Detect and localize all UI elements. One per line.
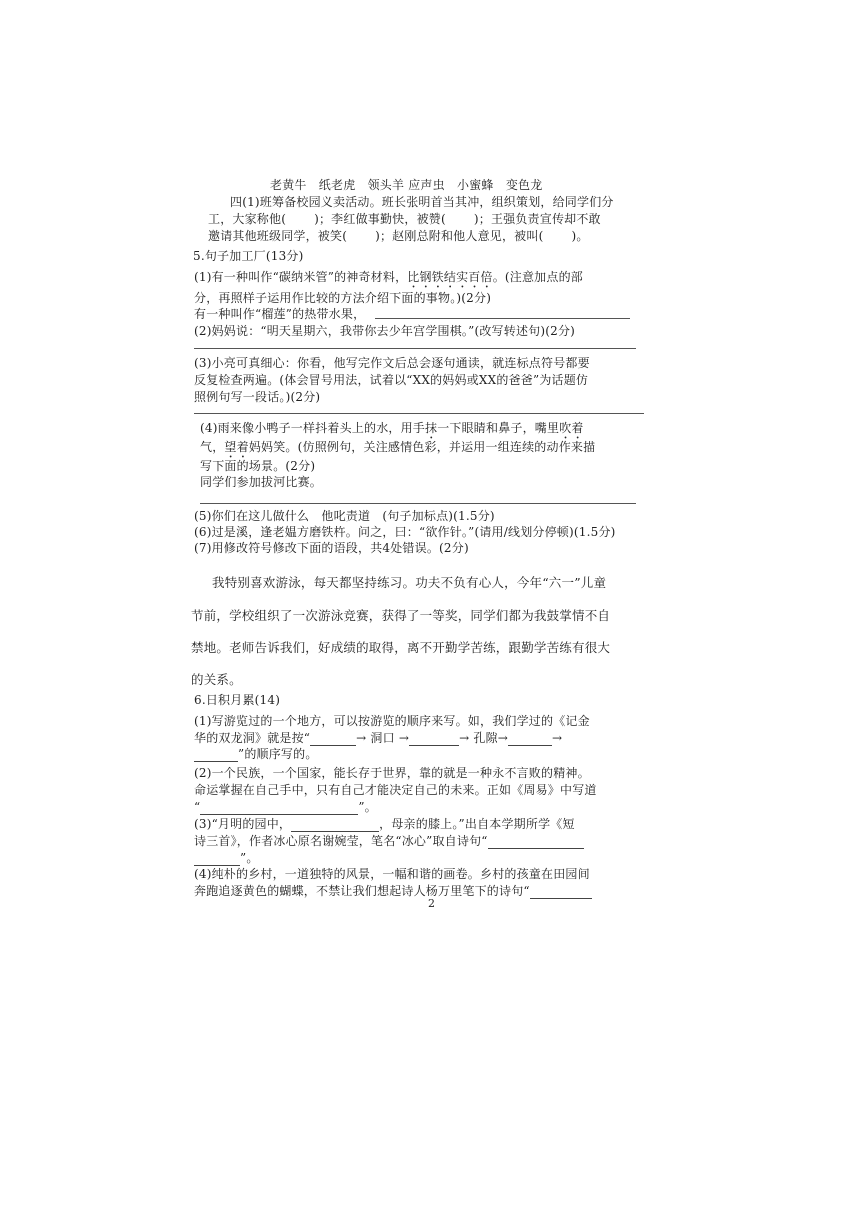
q5-text: 妈妈笑。(仿照例句，关注感情色彩，并运用一组连续的动作来描 (248, 440, 596, 454)
q6-text: 奔跑追逐黄色的蝴蝶，不禁让我们想起诗人杨万里笔下的诗句“ (194, 884, 530, 898)
q5-text: (4)雨来像小鸭子一样抖着头上的水，用手 (200, 421, 425, 435)
q6-text: ”的顺序写的。 (238, 747, 318, 761)
answer-blank[interactable] (310, 733, 356, 746)
q6-s2-line-1: (2)一个民族，一个国家，能长存于世界，靠的就是一种永不言败的精神。 (194, 766, 590, 780)
q4-text: )；王强负责宣传却不敢 (473, 212, 601, 226)
q5-s3-line-3: 照例句写一段话。)(2分) (194, 390, 321, 404)
correction-para-line-4: 的关系。 (191, 672, 242, 687)
answer-line[interactable] (194, 348, 636, 349)
answer-blank[interactable] (194, 749, 238, 762)
correction-para-line-2: 节前，学校组织了一次游泳竞赛，获得了一等奖，同学们都为我鼓掌情不自 (191, 608, 611, 623)
q6-s3-line-3 (194, 850, 259, 866)
q4-text: 工，大家称他( (208, 212, 287, 226)
q6-s2-line-3 (194, 799, 377, 815)
q6-text: “ (194, 800, 201, 814)
q6-s1-line-2 (194, 730, 562, 746)
answer-blank[interactable] (194, 853, 240, 866)
q5-text: 气， (200, 440, 225, 454)
q5-s3-line-2: 反复检查两遍。(体会冒号用法，试着以“XX的妈妈或XX的爸爸”为话题仿 (194, 373, 589, 387)
q5-s7: (7)用修改符号修改下面的语段，共4处错误。(2分) (194, 541, 469, 555)
q6-text: → (552, 731, 563, 745)
answer-blank[interactable] (488, 836, 584, 849)
q5-s1-line-1 (194, 269, 583, 291)
q5-text: 一 (437, 421, 450, 435)
q4-para-line-1: 四(1)班筹备校园义卖活动。班长张明首当其冲，组织策划，给同学们分 (230, 195, 614, 209)
answer-blank[interactable] (291, 819, 379, 832)
q6-text: → 孔隙→ (459, 731, 509, 745)
q6-text: ，母亲的膝上。”出自本学期所学《短 (379, 817, 575, 831)
answer-line[interactable] (194, 413, 644, 414)
q6-text: (3)“月明的园中， (194, 817, 292, 831)
q6-s3-line-2 (194, 833, 584, 849)
dotted-emphasis: 望着 (224, 440, 249, 454)
q4-para-line-2 (208, 211, 601, 227)
q5-s4-line-3: 写下面的场景。(2分) (200, 459, 316, 473)
q6-text: → 洞口 → (356, 731, 410, 745)
q5-s4-line-4: 同学们参加拔河比赛。 (200, 475, 323, 489)
q5-s1-line-2: 分，再照样子运用作比较的方法介绍下面的事物。)(2分) (194, 291, 492, 305)
q5-title: 5.句子加工厂(13分) (193, 249, 304, 263)
q5-text: 。(注意加点的部 (492, 270, 583, 284)
answer-line[interactable] (200, 503, 636, 504)
q5-s5: (5)你们在这儿做什么 他叱责道 (句子加标点)(1.5分) (194, 509, 495, 523)
q6-s1-line-3 (194, 746, 318, 762)
q4-text: )。 (571, 229, 589, 243)
q6-text: ”。 (358, 800, 377, 814)
q4-text: 邀请其他班级同学，被笑( (208, 229, 348, 243)
q5-s6: (6)过是溪，逢老媪方磨铁杵。问之，曰：“欲作针。”(请用/线划分停顿)(1.5分) (194, 525, 616, 539)
q4-para-line-3 (208, 228, 589, 244)
dotted-emphasis: 抹 (425, 421, 438, 435)
page-number: 2 (428, 897, 435, 910)
q6-text: 诗三首》，作者冰心原名谢婉莹，笔名“冰心”取自诗句“ (194, 834, 488, 848)
answer-blank[interactable] (200, 802, 358, 815)
q6-s2-line-2: 命运掌握在自己手中，只有自己才能决定自己的未来。正如《周易》中写道 (194, 783, 597, 797)
answer-line[interactable] (375, 318, 630, 319)
q5-text: 下眼睛和鼻子，嘴里 (449, 421, 560, 435)
correction-para-line-1: 我特别喜欢游泳，每天都坚持练习。功夫不负有心人，今年“六一”儿童 (212, 575, 607, 590)
q6-title: 6.日积月累(14) (194, 693, 281, 707)
answer-blank[interactable] (508, 733, 552, 746)
q6-s4-line-2 (194, 883, 592, 899)
q5-s3-line-1: (3)小亮可真细心：你看，他写完作文后总会逐句通读，就连标点符号都要 (194, 356, 590, 370)
dotted-emphasis: 比钢铁结实百倍 (407, 270, 493, 284)
q6-text: ”。 (240, 851, 259, 865)
correction-para-line-3: 禁地。老师告诉我们，好成绩的取得，离不开勤学苦练，跟勤学苦练有很大 (191, 640, 611, 655)
q4-text: )；李红做事勤快，被赞( (314, 212, 446, 226)
q6-s4-line-1: (4)纯朴的乡村，一道独特的风景，一幅和谐的画卷。乡村的孩童在田园间 (194, 867, 590, 881)
answer-blank[interactable] (409, 733, 459, 746)
q5-text: (1)有一种叫作“碳纳米管”的神奇材料， (194, 270, 408, 284)
q5-s1-line-3: 有一种叫作“榴莲”的热带水果， (194, 307, 366, 321)
q5-s2: (2)妈妈说：“明天星期六，我带你去少年宫学围棋。”(改写转述句)(2分) (194, 324, 576, 338)
q6-s3-line-1 (194, 816, 575, 832)
answer-blank[interactable] (530, 886, 592, 899)
dotted-emphasis: 吹着 (559, 421, 584, 435)
q6-s1-line-1: (1)写游览过的一个地方，可以按游览的顺序来写。如，我们学过的《记金 (194, 714, 590, 728)
q6-text: 华的双龙洞》就是按“ (194, 731, 311, 745)
q4-options: 老黄牛 纸老虎 领头羊 应声虫 小蜜蜂 变色龙 (270, 178, 543, 192)
q4-text: )；赵刚总附和他人意见，被叫( (375, 229, 544, 243)
